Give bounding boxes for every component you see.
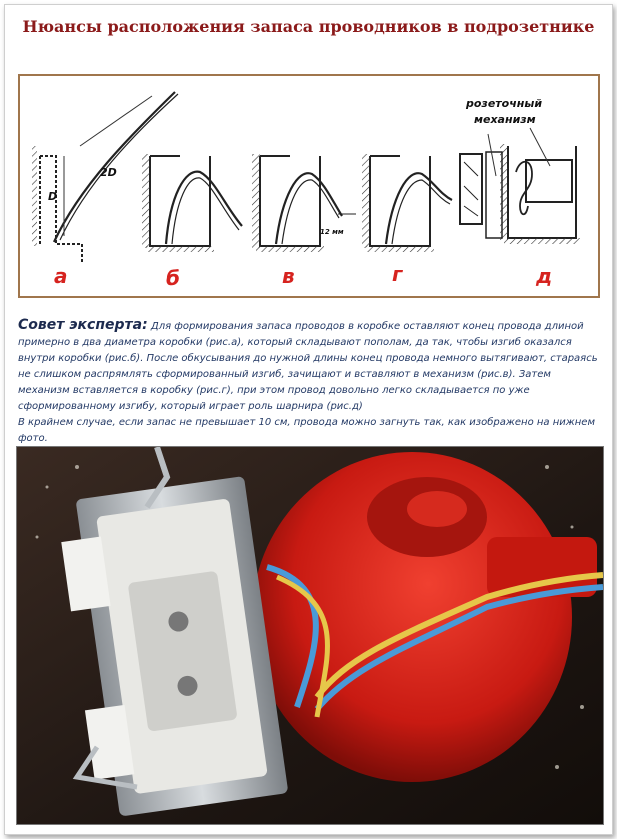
expert-advice (18, 317, 602, 447)
label-mechanism-2: механизм (474, 113, 536, 126)
label-12mm: 12 мм (320, 228, 344, 236)
page-title: Нюансы расположения запаса проводников в подрозетнике (22, 17, 595, 36)
panel-g (362, 154, 482, 252)
panel-label-a: а (54, 264, 68, 288)
panel-label-d: д (536, 264, 553, 288)
advice-lead: Совет эксперта: (18, 317, 148, 333)
label-mechanism-1: розеточный (466, 97, 543, 110)
socket-wiring-photo (16, 446, 604, 825)
panel-b (142, 154, 242, 252)
panel-label-g: г (392, 262, 403, 286)
photo-illustration (17, 447, 603, 824)
diagram-illustration (20, 76, 598, 296)
label-2d: 2D (100, 166, 117, 179)
wire-reserve-diagram (18, 74, 600, 298)
panel-label-b: б (166, 266, 180, 290)
panel-label-v: в (282, 264, 295, 288)
panel-v (252, 154, 356, 252)
advice-paragraph-2: В крайнем случае, если запас не превышает 10 см, провода можно загнуть так, как изображено на нижнем фото. (18, 417, 595, 444)
label-d: D (48, 190, 58, 203)
panel-a (32, 92, 178, 262)
advice-paragraph-1 (18, 317, 602, 415)
advice-text-1: Для формирования запаса проводов в коробке оставляют конец провода длиной примерно в два диаметра коробки (рис.а), который складывают пополам, да так, чтобы изгиб оказался внутри коробки (рис.б). После обкусывания до нужной длины конец провода немного вытягивают, стараясь не слишком распрямлять сформированный изгиб, зачищают и вставляют в механизм (рис.в). Затем механизм вставляется в коробку (рис.г), при этом провод довольно легко складывается по уже сформированному изгибу, который играет роль шарнира (рис.д) (18, 321, 598, 412)
